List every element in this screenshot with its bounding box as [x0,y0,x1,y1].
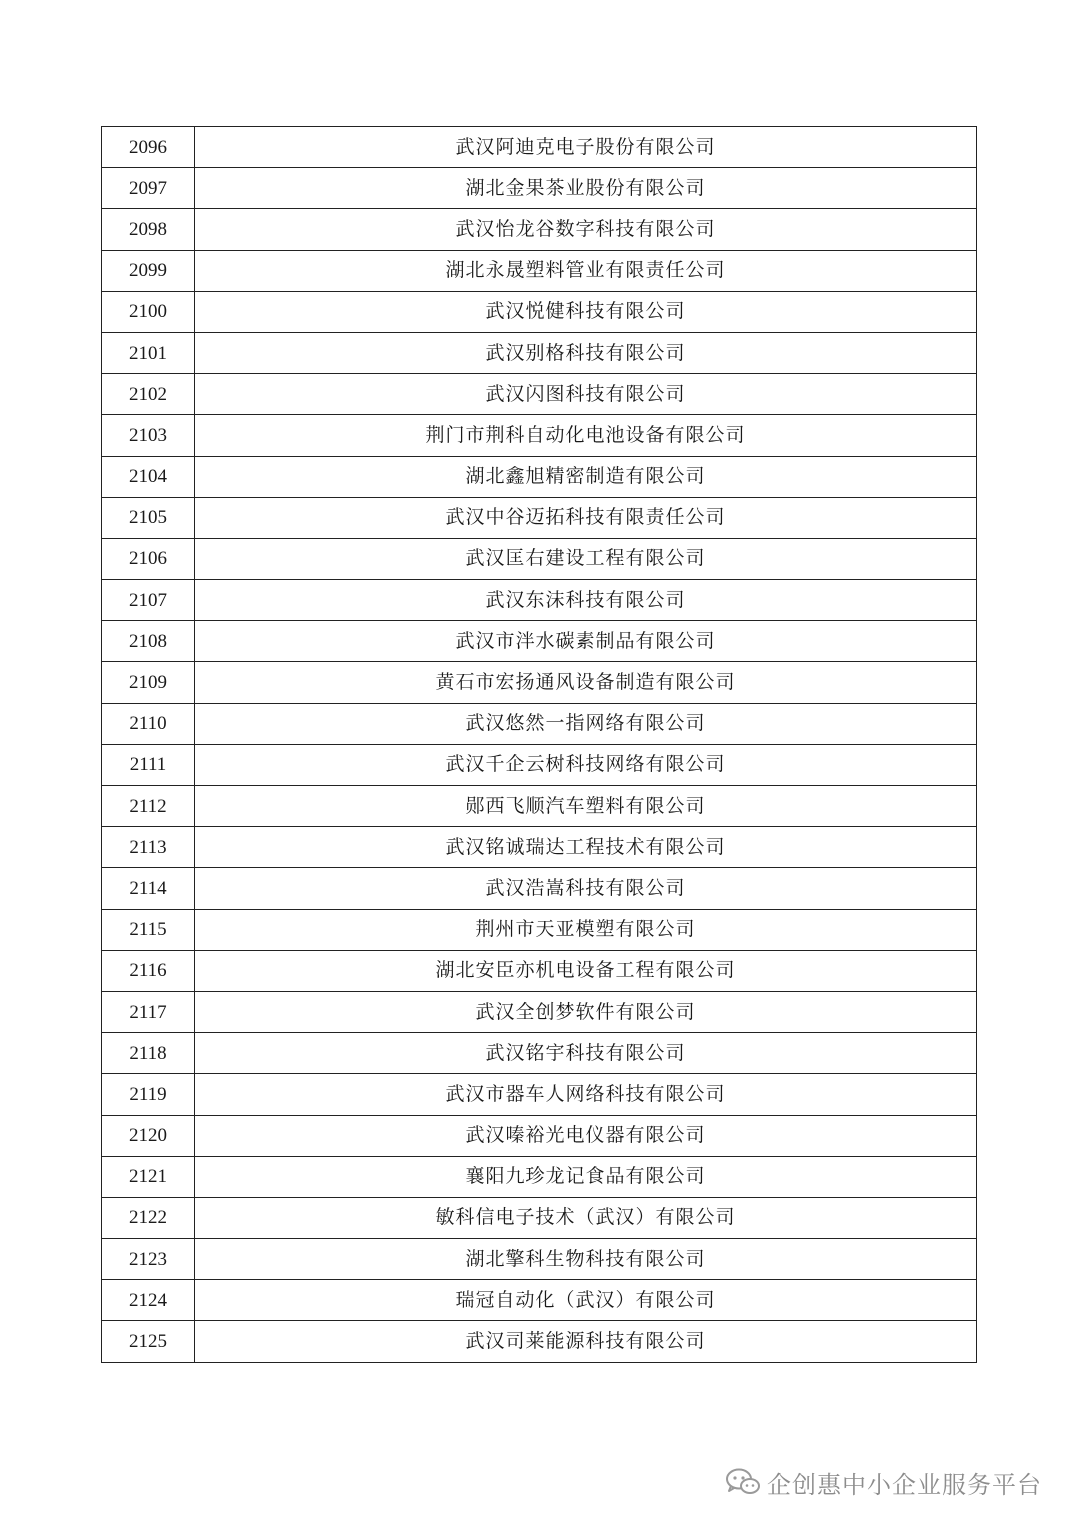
company-name: 武汉浩嵩科技有限公司 [195,868,977,909]
row-number: 2109 [102,662,195,703]
row-number: 2122 [102,1197,195,1238]
row-number: 2115 [102,909,195,950]
company-name: 武汉阿迪克电子股份有限公司 [195,127,977,168]
row-number: 2112 [102,786,195,827]
table-row [102,991,977,1032]
row-number: 2102 [102,374,195,415]
company-name: 武汉东沫科技有限公司 [195,580,977,621]
row-number: 2097 [102,168,195,209]
company-name: 武汉市泮水碳素制品有限公司 [195,621,977,662]
row-number: 2098 [102,209,195,250]
company-name: 武汉中谷迈拓科技有限责任公司 [195,497,977,538]
wechat-icon [725,1467,761,1497]
row-number: 2108 [102,621,195,662]
table-row [102,744,977,785]
table-row [102,1033,977,1074]
company-name: 湖北鑫旭精密制造有限公司 [195,456,977,497]
table-row [102,127,977,168]
company-name: 湖北金果茶业股份有限公司 [195,168,977,209]
row-number: 2103 [102,415,195,456]
row-number: 2121 [102,1156,195,1197]
row-number: 2100 [102,291,195,332]
row-number: 2114 [102,868,195,909]
row-number: 2104 [102,456,195,497]
table-row [102,868,977,909]
table-row [102,1197,977,1238]
company-name: 湖北永晟塑料管业有限责任公司 [195,250,977,291]
company-name: 武汉全创梦软件有限公司 [195,991,977,1032]
company-name: 武汉嗪裕光电仪器有限公司 [195,1115,977,1156]
table-row [102,1115,977,1156]
company-name: 黄石市宏扬通风设备制造有限公司 [195,662,977,703]
table-row [102,291,977,332]
company-name: 敏科信电子技术（武汉）有限公司 [195,1197,977,1238]
table-row [102,415,977,456]
company-name: 湖北安臣亦机电设备工程有限公司 [195,950,977,991]
watermark [725,1462,1042,1502]
table-row [102,1239,977,1280]
table-row [102,1156,977,1197]
company-name: 武汉怡龙谷数字科技有限公司 [195,209,977,250]
company-name: 武汉千企云树科技网络有限公司 [195,744,977,785]
row-number: 2107 [102,580,195,621]
company-name: 武汉闪图科技有限公司 [195,374,977,415]
table-row [102,950,977,991]
row-number: 2125 [102,1321,195,1362]
table-row [102,1074,977,1115]
row-number: 2119 [102,1074,195,1115]
row-number: 2120 [102,1115,195,1156]
company-list-body [102,127,977,1363]
table-row [102,209,977,250]
row-number: 2113 [102,827,195,868]
row-number: 2106 [102,538,195,579]
table-row [102,456,977,497]
company-name: 郧西飞顺汽车塑料有限公司 [195,786,977,827]
table-row [102,497,977,538]
table-row [102,1280,977,1321]
company-name: 武汉铭诚瑞达工程技术有限公司 [195,827,977,868]
company-name: 武汉匡右建设工程有限公司 [195,538,977,579]
row-number: 2111 [102,744,195,785]
table-row [102,1321,977,1362]
company-name: 武汉铭宇科技有限公司 [195,1033,977,1074]
company-name: 襄阳九珍龙记食品有限公司 [195,1156,977,1197]
company-name: 武汉悦健科技有限公司 [195,291,977,332]
watermark-text: 企创惠中小企业服务平台 [767,1470,1042,1499]
table-row [102,538,977,579]
table-row [102,580,977,621]
company-name: 荆门市荆科自动化电池设备有限公司 [195,415,977,456]
company-name: 武汉市器车人网络科技有限公司 [195,1074,977,1115]
table-row [102,786,977,827]
row-number: 2099 [102,250,195,291]
company-name: 湖北擎科生物科技有限公司 [195,1239,977,1280]
row-number: 2124 [102,1280,195,1321]
table-row [102,250,977,291]
table-row [102,662,977,703]
table-row [102,168,977,209]
table-row [102,374,977,415]
row-number: 2123 [102,1239,195,1280]
row-number: 2118 [102,1033,195,1074]
company-name: 武汉悠然一指网络有限公司 [195,703,977,744]
company-name: 武汉别格科技有限公司 [195,332,977,373]
table-row [102,332,977,373]
table-row [102,827,977,868]
table-row [102,621,977,662]
row-number: 2110 [102,703,195,744]
table-row [102,703,977,744]
company-name: 瑞冠自动化（武汉）有限公司 [195,1280,977,1321]
row-number: 2096 [102,127,195,168]
company-list-table [101,126,977,1363]
table-row [102,909,977,950]
row-number: 2101 [102,332,195,373]
row-number: 2117 [102,991,195,1032]
row-number: 2116 [102,950,195,991]
row-number: 2105 [102,497,195,538]
company-name: 荆州市天亚模塑有限公司 [195,909,977,950]
company-name: 武汉司莱能源科技有限公司 [195,1321,977,1362]
